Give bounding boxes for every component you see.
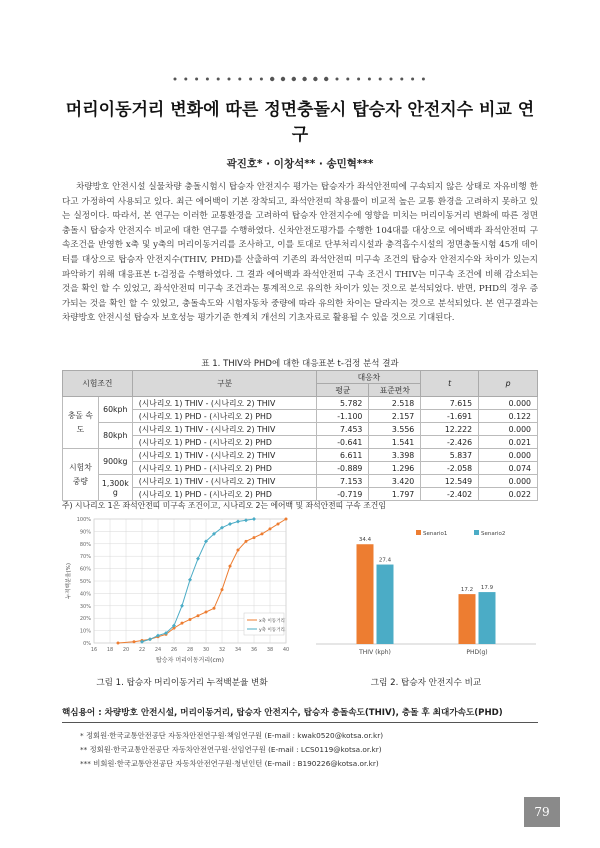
table-row bbox=[63, 475, 538, 488]
sd-cell: 3.556 bbox=[369, 423, 421, 436]
group-cell: 시험차 중량 bbox=[63, 449, 99, 501]
t-cell: -2.426 bbox=[421, 436, 479, 449]
x-tick-label: 18 bbox=[106, 647, 114, 653]
page-number: 79 bbox=[524, 797, 560, 827]
dot bbox=[292, 77, 296, 81]
desc-cell: (시나리오 1) PHD - (시나리오 2) PHD bbox=[132, 488, 317, 501]
data-point bbox=[285, 518, 288, 521]
data-point bbox=[197, 614, 200, 617]
keywords: 핵심용어 : 차량방호 안전시설, 머리이동거리, 탑승자 안전지수, 탑승자 충돌속도(THIV), 충돌 후 최대가속도(PHD) bbox=[62, 708, 503, 718]
dot bbox=[336, 78, 339, 81]
header-sd: 표준편차 bbox=[369, 384, 421, 397]
t-cell: -2.058 bbox=[421, 462, 479, 475]
dot bbox=[302, 77, 306, 81]
y-tick-label: 80% bbox=[79, 541, 91, 548]
safety-index-bar-chart bbox=[310, 520, 542, 670]
x-tick-label: 38 bbox=[266, 647, 274, 653]
cumulative-line-chart bbox=[62, 513, 294, 673]
x-tick-label: 24 bbox=[154, 647, 162, 653]
legend-label: x축 이동거리 bbox=[259, 619, 285, 624]
data-point bbox=[189, 618, 192, 621]
dot bbox=[324, 77, 328, 81]
table-row bbox=[63, 488, 538, 501]
header-pair: 대응차 bbox=[317, 371, 421, 384]
dot bbox=[379, 78, 382, 81]
x-tick-label: 28 bbox=[186, 647, 194, 653]
legend-label: y축 이동거리 bbox=[259, 628, 285, 633]
t-cell: 5.837 bbox=[421, 449, 479, 462]
legend-swatch bbox=[416, 530, 421, 535]
data-point bbox=[261, 532, 264, 535]
table-row bbox=[63, 423, 538, 436]
y-axis-label: 누적백분율(%) bbox=[66, 562, 72, 600]
y-tick-label: 90% bbox=[79, 529, 91, 536]
x-axis-label: 탑승자 머리이동거리(cm) bbox=[156, 657, 224, 664]
results-table bbox=[62, 370, 538, 501]
y-tick-label: 40% bbox=[79, 591, 91, 598]
sd-cell: 1.296 bbox=[369, 462, 421, 475]
mean-cell: 5.782 bbox=[317, 397, 369, 410]
t-cell: 7.615 bbox=[421, 397, 479, 410]
bar bbox=[357, 544, 374, 644]
bar bbox=[479, 592, 496, 644]
data-point bbox=[245, 540, 248, 543]
dot bbox=[206, 78, 209, 81]
data-point bbox=[181, 622, 184, 625]
footnote-1: * 정회원·한국교통안전공단 자동차안전연구원·책임연구원 (E-mail : kwak0520@kotsa.or.kr) bbox=[80, 731, 384, 740]
dot bbox=[174, 78, 177, 81]
header-division: 구분 bbox=[132, 371, 317, 397]
authors: 곽진호* · 이창석** · 송민혁*** bbox=[226, 158, 374, 170]
legend-label: Senario1 bbox=[423, 531, 448, 537]
bar-value-label: 27.4 bbox=[378, 557, 392, 564]
category-label: PHD(g) bbox=[466, 649, 488, 656]
x-tick-label: 30 bbox=[202, 647, 210, 653]
data-point bbox=[277, 522, 280, 525]
footnote-2: ** 정회원·한국교통안전공단 자동차안전연구원·선임연구원 (E-mail : LCS0119@kotsa.or.kr) bbox=[80, 745, 382, 754]
dot bbox=[313, 77, 317, 81]
dot bbox=[400, 78, 403, 81]
t-cell: 12.549 bbox=[421, 475, 479, 488]
dot bbox=[368, 78, 371, 81]
p-cell: 0.000 bbox=[479, 423, 538, 436]
sd-cell: 1.797 bbox=[369, 488, 421, 501]
p-cell: 0.021 bbox=[479, 436, 538, 449]
desc-cell: (시나리오 1) PHD - (시나리오 2) PHD bbox=[132, 462, 317, 475]
bar bbox=[459, 594, 476, 644]
y-tick-label: 50% bbox=[79, 579, 91, 585]
p-cell: 0.000 bbox=[479, 475, 538, 488]
decorative-dots bbox=[170, 74, 430, 84]
table-row bbox=[63, 410, 538, 423]
dot bbox=[422, 78, 425, 81]
figure1-caption: 그림 1. 탑승자 머리이동거리 누적백분율 변화 bbox=[96, 678, 268, 688]
sub-condition-cell: 1,300kg bbox=[98, 475, 132, 501]
mean-cell: -1.100 bbox=[317, 410, 369, 423]
p-cell: 0.074 bbox=[479, 462, 538, 475]
dot bbox=[217, 78, 220, 81]
data-point bbox=[229, 565, 232, 568]
desc-cell: (시나리오 1) THIV - (시나리오 2) THIV bbox=[132, 475, 317, 488]
table-row bbox=[63, 462, 538, 475]
dot bbox=[195, 78, 198, 81]
desc-cell: (시나리오 1) PHD - (시나리오 2) PHD bbox=[132, 410, 317, 423]
data-point bbox=[213, 607, 216, 610]
p-cell: 0.000 bbox=[479, 449, 538, 462]
category-label: THIV (kph) bbox=[359, 649, 391, 656]
p-cell: 0.022 bbox=[479, 488, 538, 501]
table-caption: 표 1. THIV와 PHD에 대한 대응표본 t-검정 분석 결과 bbox=[201, 359, 399, 369]
dot bbox=[184, 78, 187, 81]
table-row bbox=[63, 449, 538, 462]
sd-cell: 2.157 bbox=[369, 410, 421, 423]
p-cell: 0.000 bbox=[479, 397, 538, 410]
desc-cell: (시나리오 1) PHD - (시나리오 2) PHD bbox=[132, 436, 317, 449]
t-cell: 12.222 bbox=[421, 423, 479, 436]
dot bbox=[270, 77, 274, 81]
data-point bbox=[117, 642, 120, 645]
x-tick-label: 32 bbox=[218, 647, 226, 653]
y-tick-label: 20% bbox=[79, 616, 91, 623]
sd-cell: 2.518 bbox=[369, 397, 421, 410]
y-tick-label: 60% bbox=[79, 566, 91, 573]
y-tick-label: 70% bbox=[79, 554, 91, 561]
header-p: p bbox=[479, 371, 538, 397]
table-row bbox=[63, 397, 538, 410]
data-point bbox=[269, 527, 272, 530]
data-point bbox=[205, 611, 208, 614]
dot bbox=[281, 77, 285, 81]
dot bbox=[346, 78, 349, 81]
desc-cell: (시나리오 1) THIV - (시나리오 2) THIV bbox=[132, 423, 317, 436]
y-tick-label: 30% bbox=[79, 603, 91, 610]
x-tick-label: 36 bbox=[250, 647, 258, 653]
mean-cell: -0.719 bbox=[317, 488, 369, 501]
sd-cell: 3.420 bbox=[369, 475, 421, 488]
p-cell: 0.122 bbox=[479, 410, 538, 423]
header-t: t bbox=[421, 371, 479, 397]
dot bbox=[260, 78, 263, 81]
footnote-3: *** 비회원·한국교통안전공단 자동차안전연구원·청년인턴 (E-mail : B190226@kotsa.or.kr) bbox=[80, 759, 379, 768]
sd-cell: 3.398 bbox=[369, 449, 421, 462]
y-tick-label: 100% bbox=[76, 517, 91, 523]
x-tick-label: 40 bbox=[282, 647, 290, 653]
table-note: 주) 시나리오 1은 좌석안전띠 미구속 조건이고, 시나리오 2는 에어백 및 좌석안전띠 구속 조건임 bbox=[62, 501, 386, 510]
x-tick-label: 26 bbox=[170, 647, 178, 653]
table-row bbox=[63, 436, 538, 449]
y-tick-label: 10% bbox=[79, 628, 91, 635]
sub-condition-cell: 900kg bbox=[98, 449, 132, 475]
header-condition: 시험조건 bbox=[63, 371, 133, 397]
header-mean: 평균 bbox=[317, 384, 369, 397]
abstract: 차량방호 안전시설 실물차량 충돌시험시 탑승자 안전지수 평가는 탑승자가 좌석안전띠에 구속되지 않은 상태로 자유비행 한다고 가정하여 사용되고 있다. 최근 에어백이 기본 장착되고, 좌석안전띠 착용률이 비교적 높은 교통 환경을 고려하지 못하고 있는 실정이다. 따라서, 본 연구는 이러한 교통환경을 고려하여 탑승자 안전지수에 영향을 미치는 머리이동거리 변화에 따른 정면충돌시 탑승자 안전지수 비교에 대한 연구를 수행하였다. 신차안전도평가를 수행한 104대를 대상으로 에어백과 좌석안전띠 구속조건을 반영한 x축 및 y축의 머리이동거리를 조사하고, 이를 토대로 단부처리시설과 충격흡수시설의 정면충돌시험 45개 데이터를 대상으로 탑승자 안전지수(THIV, PHD)를 산출하여 기존의 좌석안전띠 미구속 조건의 탑승자 안전지수와 차이가 있는지 파악하기 위해 대응표본 t-검정을 수행하였다. 그 결과 에어백과 좌석안전띠 구속 조건시 THIV는 미구속 조건에 비해 감소되는 것을 확인 할 수 있었고, 좌석안전띠 미구속 조건과는 통계적으로 유의한 차이가 있는 것으로 분석되었다. 반면, PHD의 경우 증가되는 것을 확인 할 수 있었고, 충돌속도와 시험자동차 중량에 따라 유의한 차이는 달라지는 것으로 분석되었다. 본 연구결과는 차량방호 안전시설 탑승자 보호성능 평가기준 한계치 개선의 기초자료로 활용될 수 있을 것으로 기대된다. bbox=[62, 182, 538, 324]
mean-cell: 7.153 bbox=[317, 475, 369, 488]
paper-title: 머리이동거리 변화에 따른 정면충돌시 탑승자 안전지수 비교 연구 bbox=[65, 100, 535, 145]
dot bbox=[390, 78, 393, 81]
desc-cell: (시나리오 1) THIV - (시나리오 2) THIV bbox=[132, 397, 317, 410]
dot bbox=[238, 78, 241, 81]
y-tick-label: 0% bbox=[83, 641, 91, 647]
footnote-rule bbox=[62, 722, 538, 723]
bar-value-label: 17.9 bbox=[480, 585, 494, 592]
mean-cell: -0.889 bbox=[317, 462, 369, 475]
mean-cell: 7.453 bbox=[317, 423, 369, 436]
data-point bbox=[221, 588, 224, 591]
mean-cell: -0.641 bbox=[317, 436, 369, 449]
x-tick-label: 20 bbox=[122, 647, 130, 653]
t-cell: -2.402 bbox=[421, 488, 479, 501]
sub-condition-cell: 80kph bbox=[98, 423, 132, 449]
t-cell: -1.691 bbox=[421, 410, 479, 423]
dot bbox=[228, 78, 231, 81]
dot bbox=[357, 78, 360, 81]
bar-value-label: 34.4 bbox=[358, 537, 372, 544]
legend-label: Senario2 bbox=[481, 531, 506, 537]
data-point bbox=[237, 549, 240, 552]
sub-condition-cell: 60kph bbox=[98, 397, 132, 423]
data-point bbox=[253, 536, 256, 539]
bar-value-label: 17.2 bbox=[460, 587, 474, 594]
x-tick-label: 34 bbox=[234, 647, 242, 653]
figure2-caption: 그림 2. 탑승자 안전지수 비교 bbox=[370, 678, 482, 688]
desc-cell: (시나리오 1) THIV - (시나리오 2) THIV bbox=[132, 449, 317, 462]
legend-swatch bbox=[474, 530, 479, 535]
x-tick-label: 16 bbox=[90, 647, 98, 653]
group-cell: 충돌 속도 bbox=[63, 397, 99, 449]
x-tick-label: 22 bbox=[138, 647, 146, 653]
bar bbox=[377, 565, 394, 644]
mean-cell: 6.611 bbox=[317, 449, 369, 462]
dot bbox=[411, 78, 414, 81]
data-point bbox=[133, 640, 136, 643]
dot bbox=[249, 78, 252, 81]
sd-cell: 1.541 bbox=[369, 436, 421, 449]
